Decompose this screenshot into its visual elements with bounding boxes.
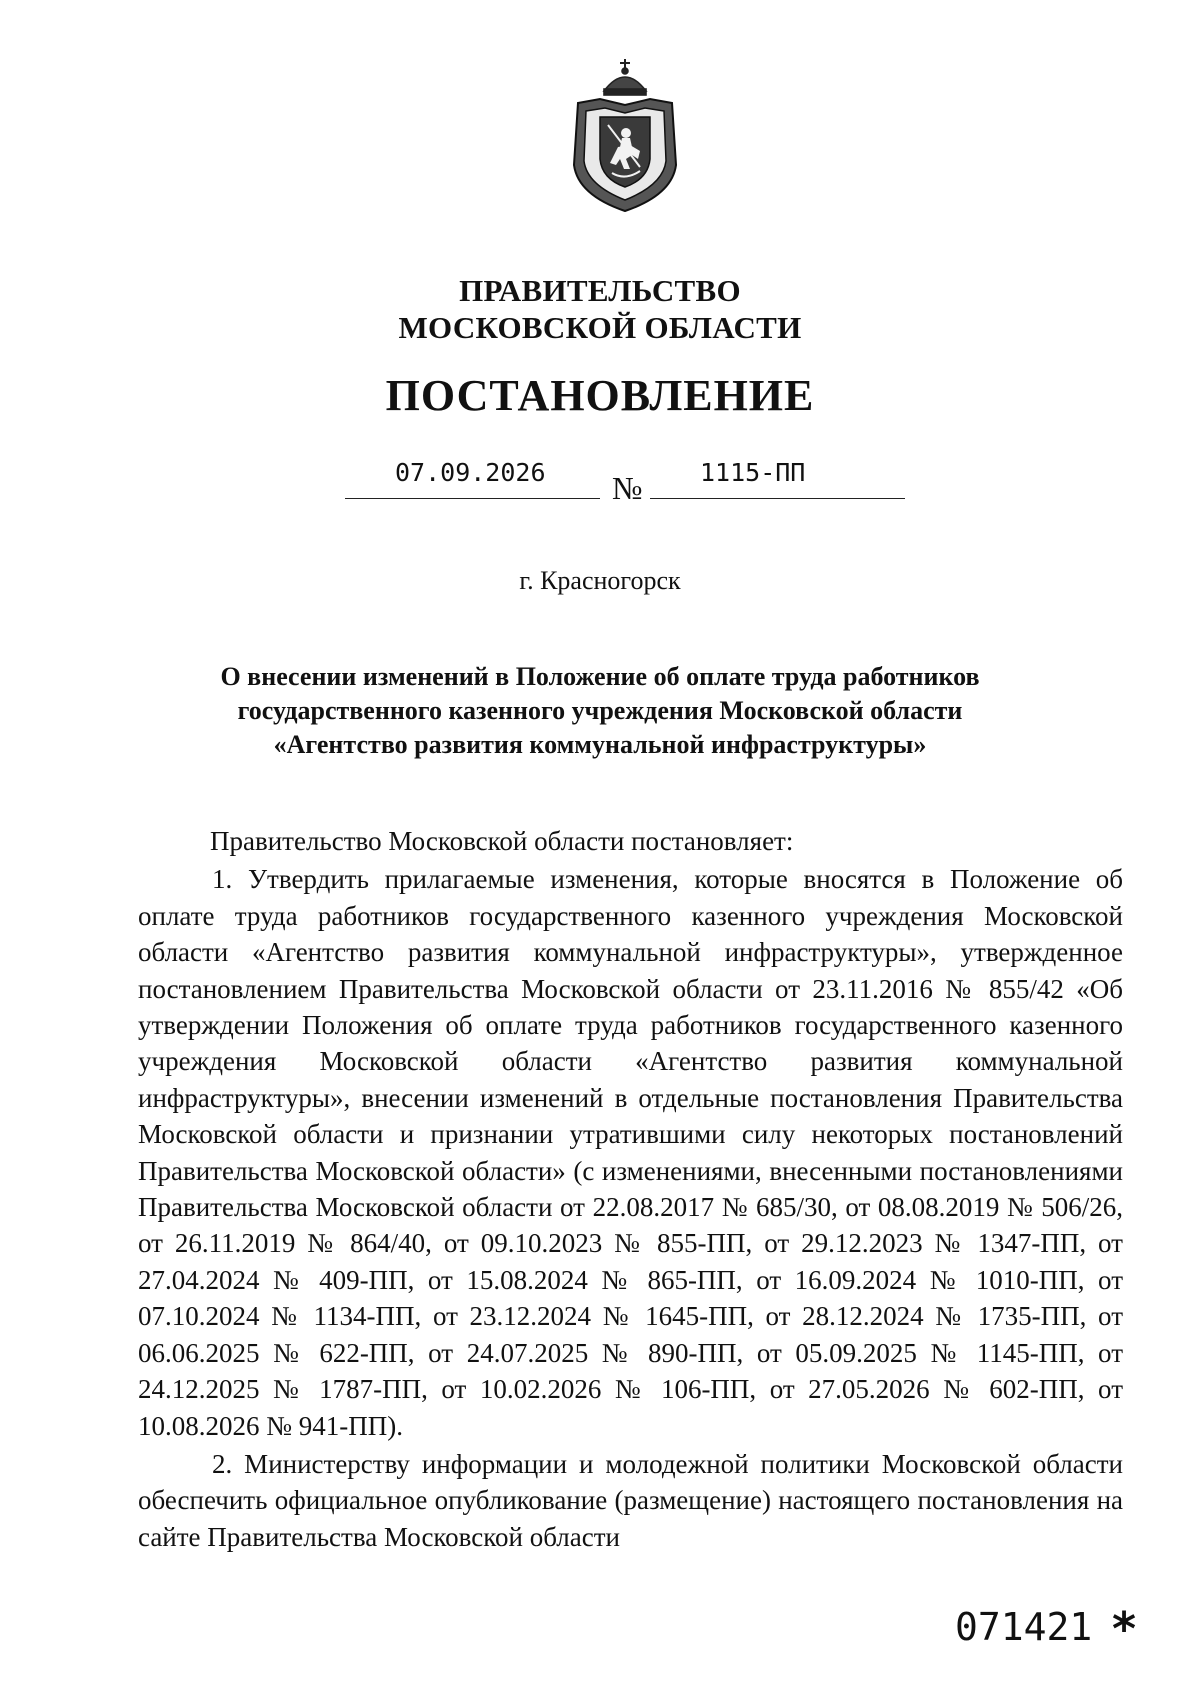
body-item-1: 1. Утвердить прилагаемые изменения, которые вносятся в Положение об оплате труда работников государственного казенного учреждения Московской области «Агентство развития коммунальной инфраструктуры», утвержденное постановлением Правительства Московской области от 23.11.2016 № 855/42 «Об утверждении Положения об оплате труда работников государственного казенного учреждения Московской области «Агентство развития коммунальной инфраструктуры», внесении изменений в отдельные постановления Правительства Московской области и признании утратившими силу некоторых постановлений Правительства Московской области» (с изменениями, внесенными постановлениями Правительства Московской области от 22.08.2017 № 685/30, от 08.08.2019 № 506/26, от 26.11.2019 № 864/40, от 09.10.2023 № 855-ПП, от 29.12.2023 № 1347-ПП, от 27.04.2024 № 409-ПП, от 15.08.2024 № 865-ПП, от 16.09.2024 № 1010-ПП, от 07.10.2024 № 1134-ПП, от 23.12.2024 № 1645-ПП, от 28.12.2024 № 1735-ПП, от 06.06.2025 № 622-ПП, от 24.07.2025 № 890-ПП, от 05.09.2025 № 1145-ПП, от 24.12.2025 № 1787-ПП, от 10.02.2026 № 106-ПП, от 27.05.2026 № 602-ПП, от 10.08.2026 № 941-ПП).	[138, 864, 1123, 1441]
date-underline	[345, 498, 600, 499]
government-title	[0, 272, 1200, 346]
coat-of-arms-emblem	[560, 55, 690, 215]
government-title-line2: МОСКОВСКОЙ ОБЛАСТИ	[398, 310, 802, 345]
document-body	[138, 823, 1123, 1555]
subject-line2: государственного казенного учреждения Московской области	[237, 696, 963, 725]
document-subject	[150, 660, 1050, 762]
number-sign: №	[612, 470, 643, 506]
document-number: 1115-ПП	[700, 458, 806, 487]
subject-line1: О внесении изменений в Положение об оплате труда работников	[220, 662, 980, 691]
city: г. Красногорск	[519, 566, 681, 595]
body-item-2: 2. Министерству информации и молодежной политики Московской области обеспечить официальное опубликование (размещение) настоящего постановления на сайте Правительства Московской области	[138, 1448, 1123, 1552]
subject-line3: «Агентство развития коммунальной инфраструктуры»	[273, 730, 927, 759]
government-title-line1: ПРАВИТЕЛЬСТВО	[459, 273, 741, 308]
stamp-star-mark: *	[1112, 1602, 1137, 1656]
number-underline	[650, 498, 905, 499]
body-intro: Правительство Московской области постановляет:	[210, 826, 794, 856]
document-type: ПОСТАНОВЛЕНИЕ	[385, 371, 815, 420]
document-date: 07.09.2026	[395, 458, 546, 487]
stamp-number: 071421	[955, 1605, 1093, 1649]
